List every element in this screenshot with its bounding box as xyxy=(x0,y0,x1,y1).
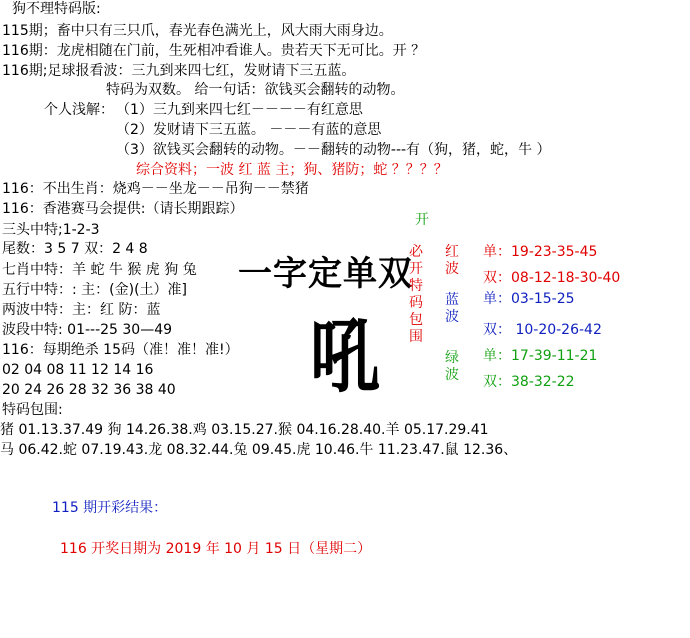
code-blue-even: 双： 10-20-26-42 xyxy=(483,322,602,338)
code-green-odd: 单：17-39-11-21 xyxy=(483,348,598,364)
hint-line: 特码为双数。 给一句话：欲钱买会翻转的动物。 xyxy=(106,82,405,98)
hk-source-line: 116：香港赛马会提供:（请长期跟踪） xyxy=(2,201,244,217)
period-line-115: 115期；畜中只有三只爪，春光春色满光上，风大雨大雨身边。 xyxy=(2,23,393,39)
big-title: 一字定单双 xyxy=(238,254,413,294)
code-blue-odd: 单：03-15-25 xyxy=(483,291,575,307)
result-title: 115 期开彩结果： xyxy=(52,500,168,516)
kill-numbers-row-1: 02 04 08 11 12 14 16 xyxy=(2,362,154,378)
wave-green: 绿波 xyxy=(445,350,459,383)
not-out-line: 116：不出生肖：烧鸡－－坐龙－－吊狗－－禁猪 xyxy=(2,181,309,197)
code-red-even: 双：08-12-18-30-40 xyxy=(483,270,621,286)
stat-wave-range: 波段中特: 01---25 30—49 xyxy=(2,322,173,338)
kai-mark: 开 xyxy=(415,212,429,228)
explain-label: 个人浅解： xyxy=(44,102,114,118)
vertical-label: 必开特码包围 xyxy=(409,244,423,345)
period-line-116-b: 116期;足球报看波：三九到来四七红，发财请下三五蓝。 xyxy=(2,63,356,79)
brush-character: 吼 xyxy=(310,308,380,404)
package-row-2: 马 06.42.蛇 07.19.43.龙 08.32.44.兔 09.45.虎 10.46.牛 11.23.47.鼠 12.36、 xyxy=(0,442,518,458)
explain-item-3: （3）欲钱买会翻转的动物。－－翻转的动物---有（狗，猪，蛇，牛 ） xyxy=(116,142,551,158)
period-line-116-a: 116期：龙虎相随在门前，生死相冲看谁人。贵若天下无可比。开 ？ xyxy=(2,43,426,59)
explain-item-1: （1）三九到来四七红－－－－有红意思 xyxy=(116,102,363,118)
kill-numbers-row-2: 20 24 26 28 32 36 38 40 xyxy=(2,382,176,398)
code-green-even: 双：38-32-22 xyxy=(483,374,575,390)
explain-item-2: （2）发财请下三五蓝。 －－－有蓝的意思 xyxy=(116,122,382,138)
stat-tail-numbers: 尾数：3 5 7 双：2 4 8 xyxy=(2,241,148,257)
header-title: 狗不理特码版: xyxy=(12,1,101,17)
wave-red: 红波 xyxy=(445,244,459,277)
code-red-odd: 单：19-23-35-45 xyxy=(483,244,598,260)
package-label: 特码包围: xyxy=(2,402,63,418)
draw-date: 116 开奖日期为 2019 年 10 月 15 日（星期二） xyxy=(60,541,372,557)
summary-line: 综合资料；一波 红 蓝 主；狗、猪防；蛇 ？？？？ xyxy=(136,162,448,178)
wave-blue: 蓝波 xyxy=(445,292,459,325)
stat-three-heads: 三头中特;1-2-3 xyxy=(2,222,100,238)
stat-five-elements: 五行中特：: 主：(金)(土）准] xyxy=(2,282,188,298)
stat-seven-zodiac: 七肖中特：羊 蛇 牛 猴 虎 狗 兔 xyxy=(2,262,197,278)
stat-two-waves: 两波中特：主：红 防：蓝 xyxy=(2,302,161,318)
stat-kill-title: 116：每期绝杀 15码（准！准！准!） xyxy=(2,342,239,358)
package-row-1: 猪 01.13.37.49 狗 14.26.38.鸡 03.15.27.猴 04.16.28.40.羊 05.17.29.41 xyxy=(0,422,489,438)
